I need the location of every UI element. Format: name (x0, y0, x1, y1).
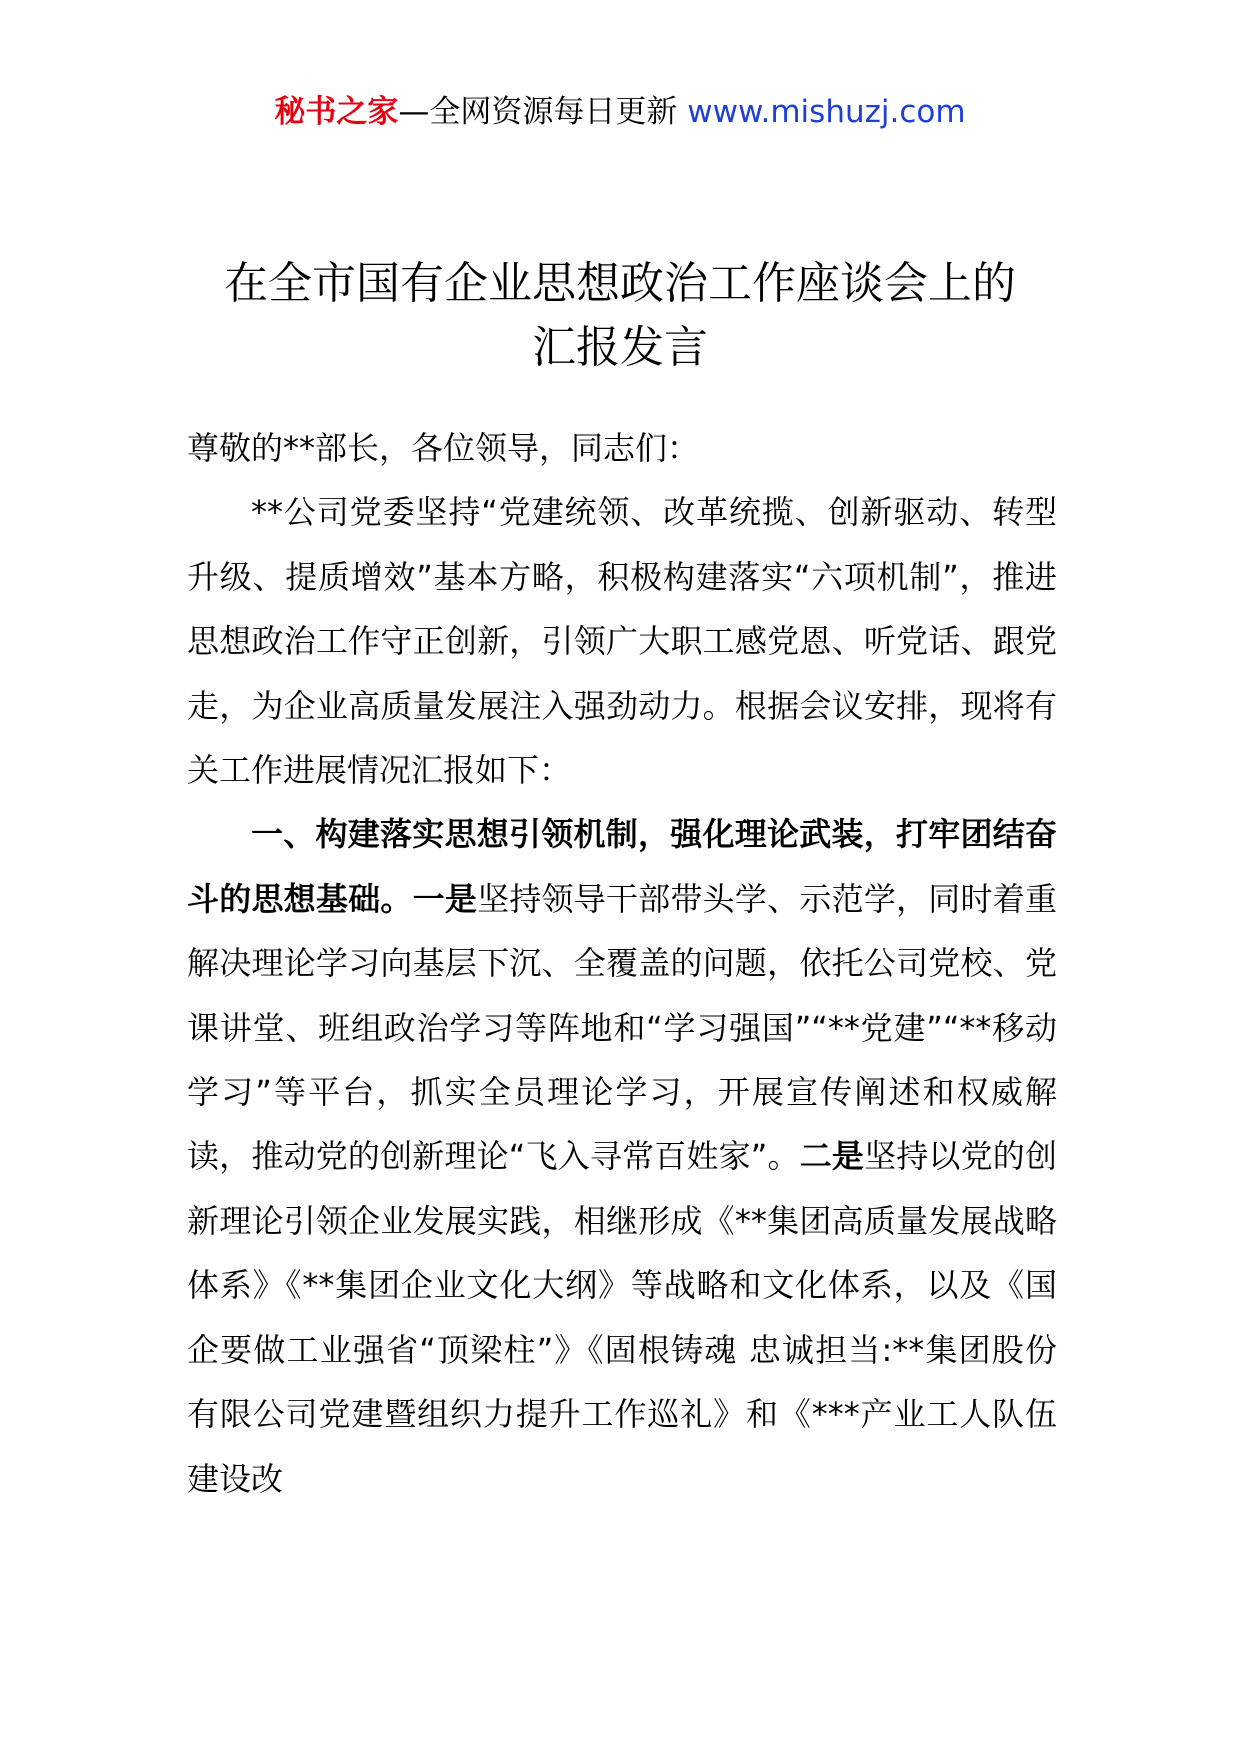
document-title (150, 252, 1090, 380)
point-2-label: 二是 (799, 1137, 865, 1176)
site-slogan: —全网资源每日更新 (398, 94, 688, 130)
point-1-label: 一是 (412, 879, 478, 918)
point-1-text: 坚持领导干部带头学、示范学，同时着重解决理论学习向基层下沉、全覆盖的问题，依托公司党校、党课讲堂、班组政治学习等阵地和“学习强国”“**党建”“**移动学习”等平台，抓实全员理论学习，开展宣传阐述和权威解读，推动党的创新理论“飞入寻常百姓家”。 (187, 879, 1057, 1176)
document-body (187, 416, 1057, 1511)
salutation: 尊敬的**部长，各位领导，同志们： (187, 429, 700, 467)
section-1-paragraph (187, 802, 1057, 1510)
section-1-heading: 一、构建落实思想引领机制，强化理论武装，打牢团结奋斗的思想基础。 (187, 815, 1057, 918)
brand-name: 秘书之家 (274, 94, 399, 130)
site-header (0, 92, 1240, 132)
intro-paragraph: **公司党委坚持“党建统领、改革统揽、创新驱动、转型升级、提质增效”基本方略，积极构建落实“六项机制”，推进思想政治工作守正创新，引领广大职工感党恩、听党话、跟党走，为企业高质量发展注入强劲动力。根据会议安排，现将有关工作进展情况汇报如下： (187, 493, 1057, 790)
point-2-text: 坚持以党的创新理论引领企业发展实践，相继形成《**集团高质量发展战略体系》《**集团企业文化大纲》等战略和文化体系，以及《国企要做工业强省“顶梁柱”》《固根铸魂 忠诚担当:**集团股份有限公司党建暨组织力提升工作巡礼》和《***产业工人队伍建设改 (187, 1137, 1057, 1498)
title-line-2: 汇报发言 (532, 322, 708, 373)
title-line-1: 在全市国有企业思想政治工作座谈会上的 (224, 258, 1016, 309)
site-url-link[interactable]: www.mishuzj.com (687, 94, 966, 130)
